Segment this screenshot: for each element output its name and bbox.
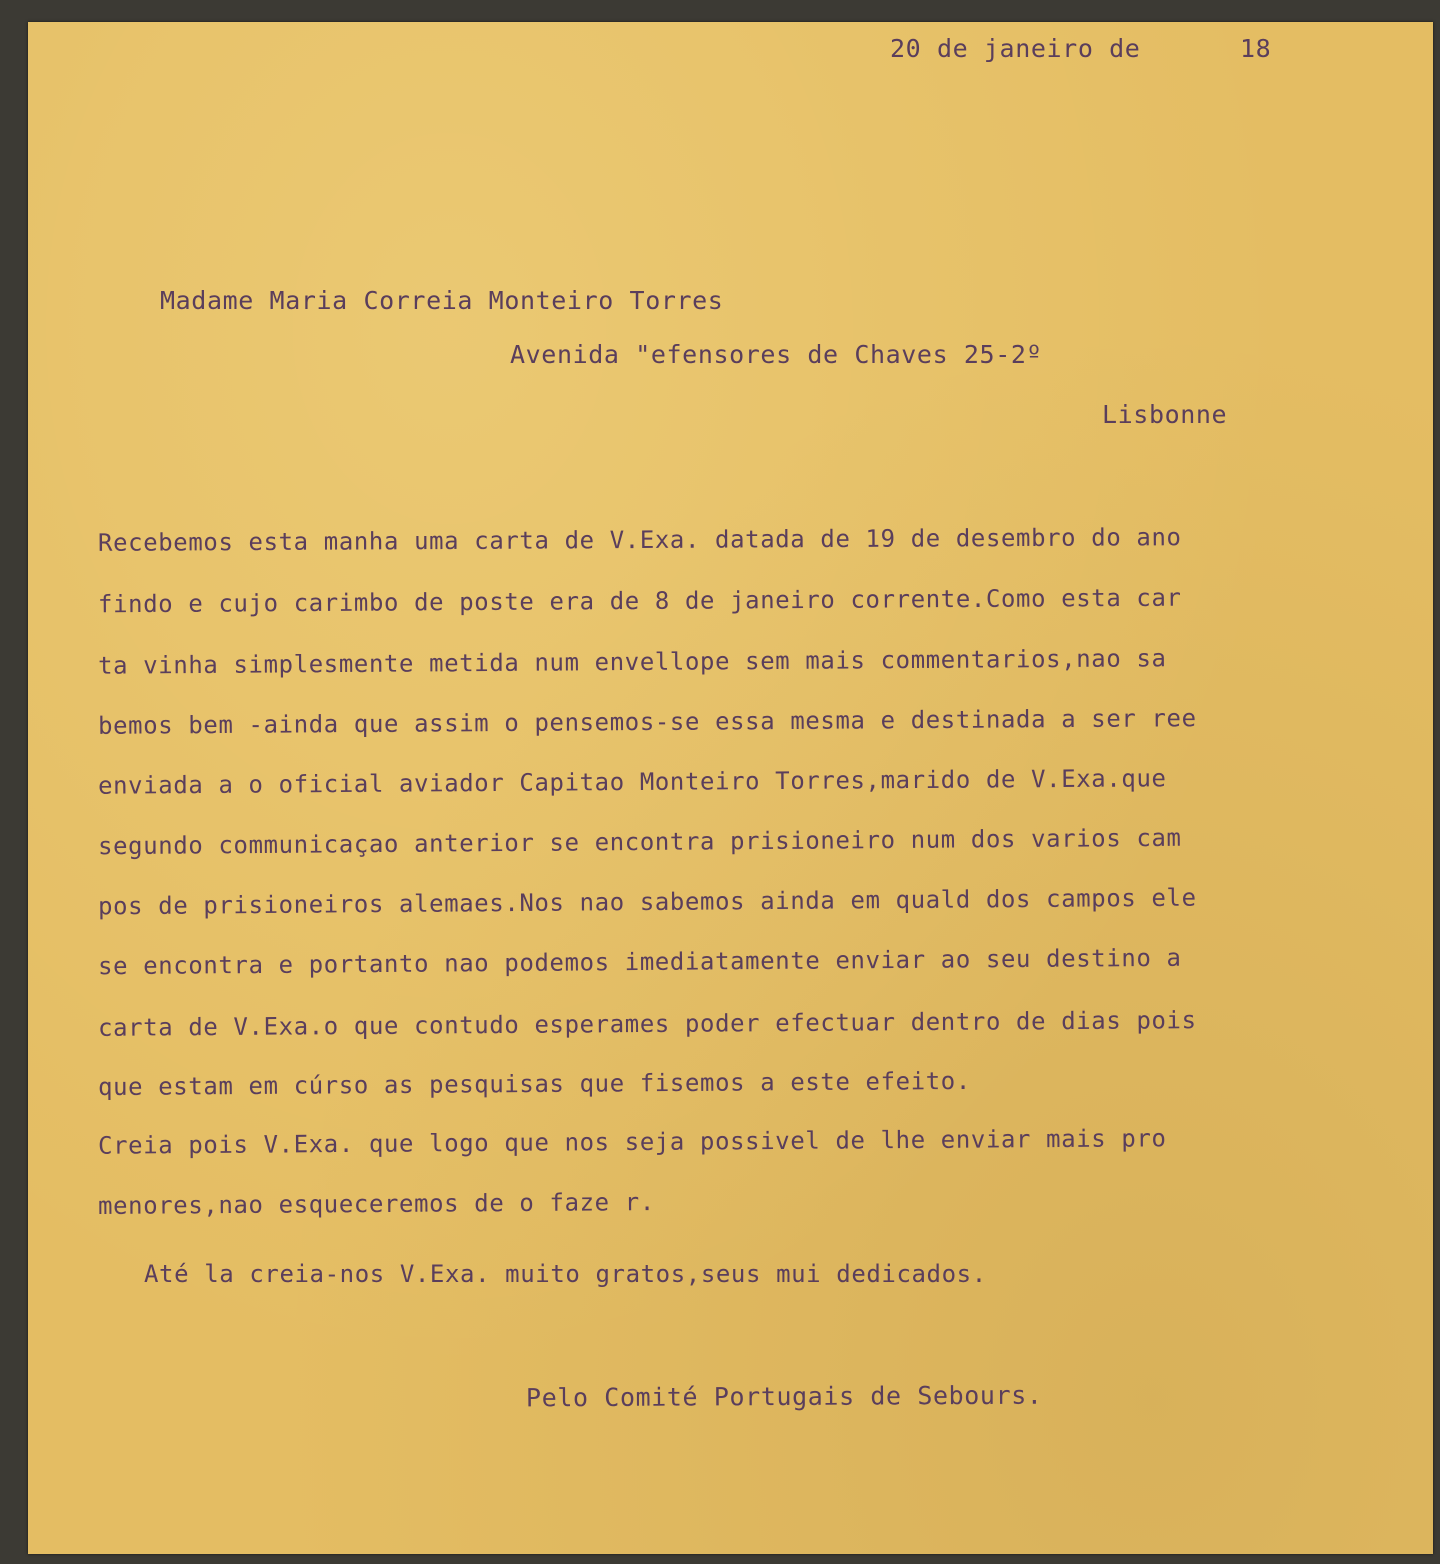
- body-line: ta vinha simplesmente metida num envellope sem mais commentarios,nao sa: [97, 644, 1167, 680]
- date-year: 18: [1240, 34, 1272, 63]
- body-line: menores,nao esqueceremos de o faze r.: [97, 1188, 655, 1220]
- body-line: findo e cujo carimbo de poste era de 8 de janeiro corrente.Como esta car: [97, 583, 1182, 619]
- body-line: Recebemos esta manha uma carta de V.Exa. datada de 19 de desembro do ano: [97, 523, 1182, 557]
- body-line: enviada a o oficial aviador Capitao Monteiro Torres,marido de V.Exa.que: [97, 764, 1167, 800]
- body-line: se encontra e portanto nao podemos imediatamente enviar ao seu destino a: [97, 943, 1182, 981]
- body-line: Creia pois V.Exa. que logo que nos seja possivel de lhe enviar mais pro: [97, 1124, 1167, 1160]
- body-line: pos de prisioneiros alemaes.Nos nao sabemos ainda em quald dos campos ele: [97, 883, 1197, 921]
- body-line: segundo communicaçao anterior se encontra prisioneiro num dos varios cam: [97, 823, 1182, 861]
- addressee-street: Avenida "efensores de Chaves 25-2º: [510, 340, 1043, 369]
- signature-line: Pelo Comité Portugais de Sebours.: [525, 1380, 1043, 1413]
- letter-page: [28, 22, 1433, 1554]
- body-line: que estam em cúrso as pesquisas que fisemos a este efeito.: [97, 1066, 971, 1102]
- closing-line: Até la creia-nos V.Exa. muito gratos,seus mui dedicados.: [144, 1260, 987, 1288]
- addressee-name: Madame Maria Correia Monteiro Torres: [160, 286, 724, 315]
- date-text: 20 de janeiro de: [890, 34, 1141, 63]
- body-line: bemos bem -ainda que assim o pensemos-se essa mesma e destinada a ser ree: [97, 704, 1197, 740]
- body-line: carta de V.Exa.o que contudo esperames poder efectuar dentro de dias pois: [97, 1006, 1197, 1042]
- letter-date: [890, 34, 1272, 63]
- addressee-city: Lisbonne: [1102, 400, 1228, 429]
